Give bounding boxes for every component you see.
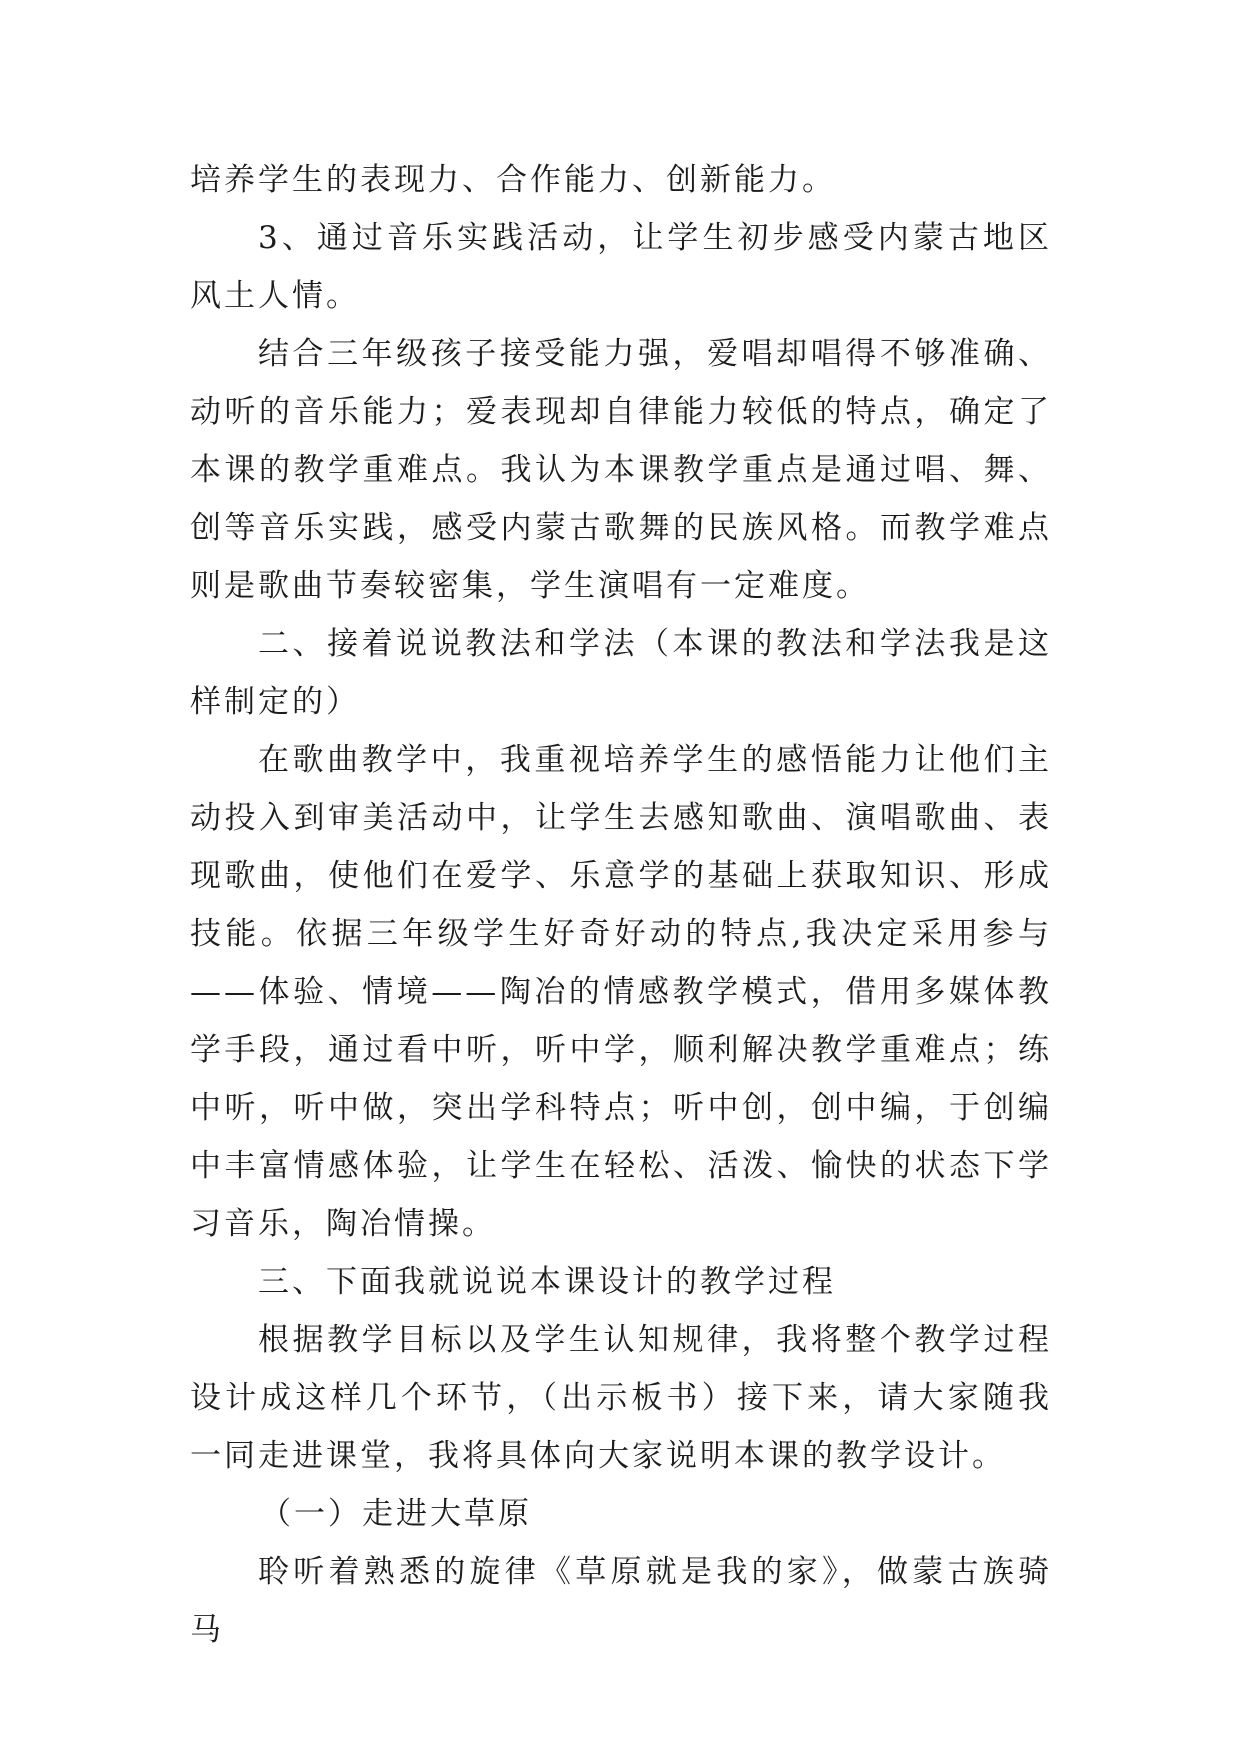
paragraph-2: 3、通过音乐实践活动，让学生初步感受内蒙古地区风土人情。 (190, 220, 1052, 314)
subsection-heading-1: （一）走进大草原 (260, 1496, 532, 1532)
paragraph-3: 结合三年级孩子接受能力强，爱唱却唱得不够准确、动听的音乐能力；爱表现却自律能力较低的特点，确定了本课的教学重难点。我认为本课教学重点是通过唱、舞、创等音乐实践，感受内蒙古歌舞的民族风格。而教学难点则是歌曲节奏较密集，学生演唱有一定难度。 (190, 336, 1052, 604)
document-body (190, 151, 1052, 1659)
section-heading-3: 三、下面我就说说本课设计的教学过程 (258, 1264, 836, 1300)
paragraph-9: 聆听着熟悉的旋律《草原就是我的家》，做蒙古族骑马 (190, 1554, 1052, 1648)
paragraph-1: 培养学生的表现力、合作能力、创新能力。 (190, 162, 836, 198)
section-heading-2: 二、接着说说教法和学法（本课的教法和学法我是这样制定的） (190, 626, 1052, 720)
paragraph-7: 根据教学目标以及学生认知规律，我将整个教学过程设计成这样几个环节，（出示板书）接下来，请大家随我一同走进课堂，我将具体向大家说明本课的教学设计。 (190, 1322, 1052, 1474)
paragraph-5: 在歌曲教学中，我重视培养学生的感悟能力让他们主动投入到审美活动中，让学生去感知歌曲、演唱歌曲、表现歌曲，使他们在爱学、乐意学的基础上获取知识、形成技能。依据三年级学生好奇好动的特点,我决定采用参与——体验、情境——陶冶的情感教学模式，借用多媒体教学手段，通过看中听，听中学，顺利解决教学重难点；练中听，听中做，突出学科特点；听中创，创中编，于创编中丰富情感体验，让学生在轻松、活泼、愉快的状态下学习音乐，陶冶情操。 (190, 742, 1052, 1242)
